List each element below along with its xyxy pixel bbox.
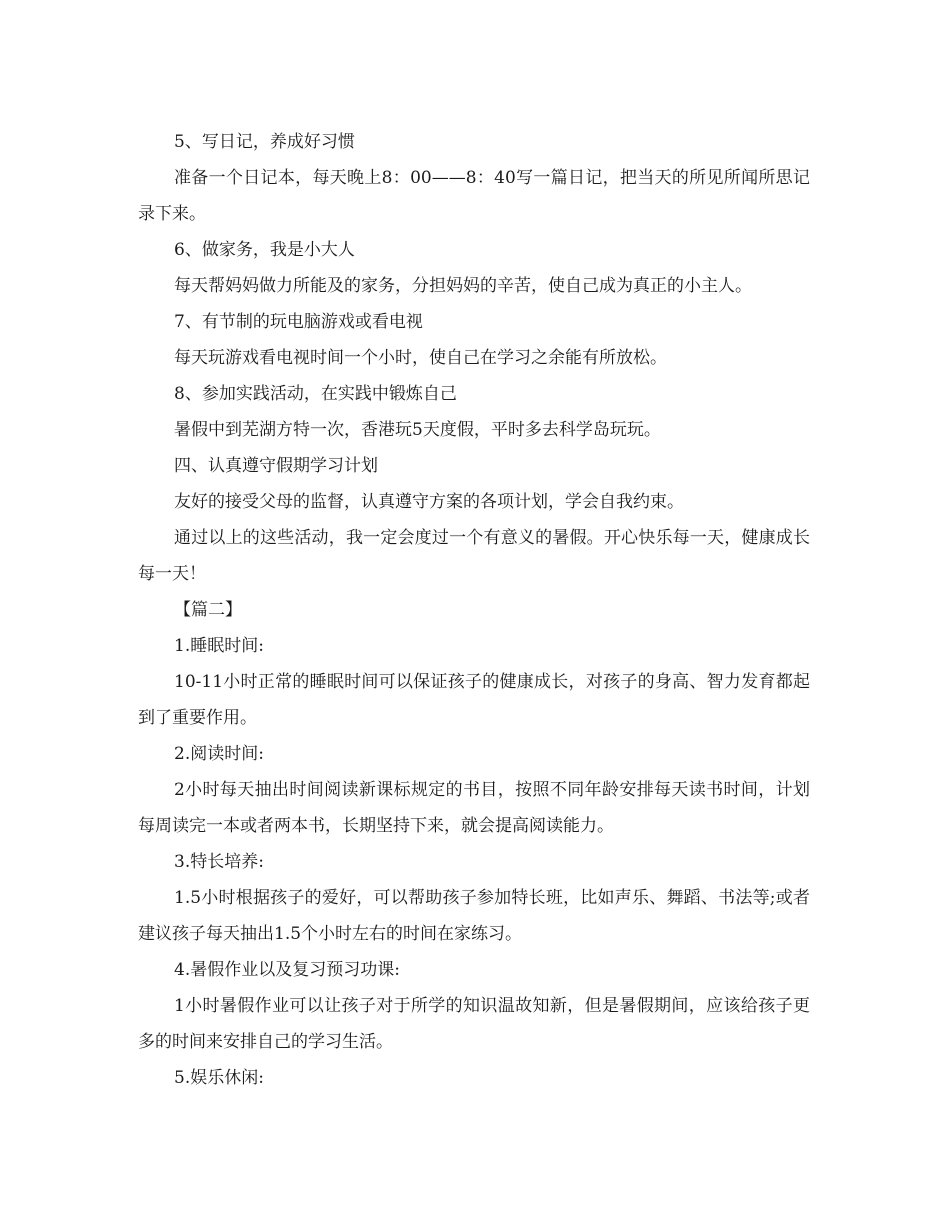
paragraph-games-tv: 每天玩游戏看电视时间一个小时，使自己在学习之余能有所放松。 [174,348,667,368]
heading-games-tv: 7、有节制的玩电脑游戏或看电视 [174,312,423,332]
paragraph-diary: 准备一个日记本，每天晚上8：00——8：40写一篇日记，把当天的所见所闻所思记录下来。 [138,168,810,224]
paragraph-sleep: 10-11小时正常的睡眠时间可以保证孩子的健康成长，对孩子的身高、智力发育都起到了重要作用。 [138,672,810,728]
heading-talent: 3.特长培养: [174,852,264,872]
heading-housework: 6、做家务，我是小大人 [174,240,355,260]
paragraph-talent: 1.5小时根据孩子的爱好，可以帮助孩子参加特长班，比如声乐、舞蹈、书法等;或者建议孩子每天抽出1.5个小时左右的时间在家练习。 [138,888,810,944]
document-body [138,124,810,1096]
heading-sleep: 1.睡眠时间: [174,636,264,656]
paragraph-follow-plan: 友好的接受父母的监督，认真遵守方案的各项计划，学会自我约束。 [174,492,684,512]
section-title-part-two: 【篇二】 [174,600,242,620]
paragraph-housework: 每天帮妈妈做力所能及的家务，分担妈妈的辛苦，使自己成为真正的小主人。 [174,276,752,296]
heading-leisure: 5.娱乐休闲: [174,1068,264,1088]
heading-homework: 4.暑假作业以及复习预习功课: [174,960,400,980]
heading-diary: 5、写日记，养成好习惯 [174,132,355,152]
paragraph-practice: 暑假中到芜湖方特一次，香港玩5天度假，平时多去科学岛玩玩。 [174,420,661,440]
heading-reading: 2.阅读时间: [174,744,264,764]
paragraph-conclusion: 通过以上的这些活动，我一定会度过一个有意义的暑假。开心快乐每一天，健康成长每一天！ [138,528,810,584]
paragraph-reading: 2小时每天抽出时间阅读新课标规定的书目，按照不同年龄安排每天读书时间，计划每周读完一本或者两本书，长期坚持下来，就会提高阅读能力。 [138,780,810,836]
heading-practice: 8、参加实践活动，在实践中锻炼自己 [174,384,457,404]
heading-follow-plan: 四、认真遵守假期学习计划 [174,456,378,476]
paragraph-homework: 1小时暑假作业可以让孩子对于所学的知识温故知新，但是暑假期间，应该给孩子更多的时间来安排自己的学习生活。 [138,996,810,1052]
